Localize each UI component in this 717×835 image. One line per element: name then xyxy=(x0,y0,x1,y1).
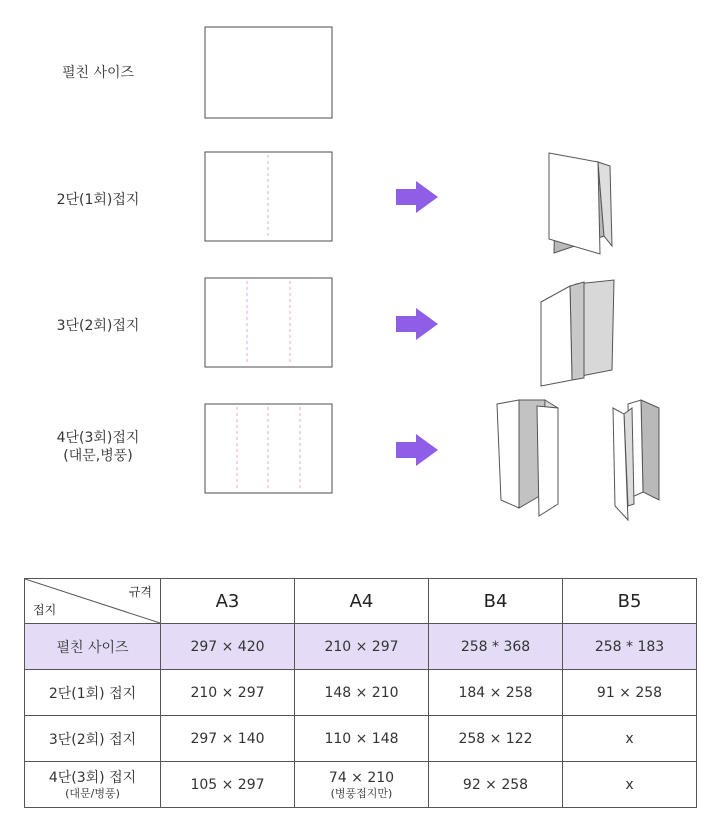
table-cell-sub: (병풍접지만) xyxy=(330,786,393,800)
sheet-3panel xyxy=(205,278,332,367)
folded-accordion-illustration xyxy=(613,400,659,520)
row-label: 3단(2회) 접지 xyxy=(25,716,161,762)
table-cell: 258 × 122 xyxy=(429,716,563,762)
table-row xyxy=(25,762,697,808)
table-cell: 210 × 297 xyxy=(161,670,295,716)
flat-sheet xyxy=(205,27,332,118)
row-label: 2단(1회) 접지 xyxy=(25,670,161,716)
fold-label-4panel: 4단(3회)접지 xyxy=(56,430,140,446)
table-cell xyxy=(295,762,429,808)
table-cell: 110 × 148 xyxy=(295,716,429,762)
arrow-icon xyxy=(396,434,438,466)
table-cell: 91 × 258 xyxy=(563,670,697,716)
table-cell: 92 × 258 xyxy=(429,762,563,808)
fold-label-2panel: 2단(1회)접지 xyxy=(56,192,140,208)
folded-gate-illustration xyxy=(497,400,558,516)
corner-label-fold: 접지 xyxy=(33,603,57,617)
table-cell: x xyxy=(563,716,697,762)
table-row xyxy=(25,670,697,716)
table-cell: 184 × 258 xyxy=(429,670,563,716)
table-cell: 297 × 420 xyxy=(161,624,295,670)
column-header: B4 xyxy=(429,579,563,624)
row-label: 펼친 사이즈 xyxy=(25,624,161,670)
row-label-main: 4단(3회) 접지 xyxy=(48,769,137,786)
arrow-icon xyxy=(396,308,438,340)
folded-3panel-illustration xyxy=(541,280,614,386)
arrow-icon xyxy=(396,181,438,213)
corner-label-spec: 규격 xyxy=(128,585,152,599)
folded-2panel-illustration xyxy=(549,153,612,254)
table-cell-main: 74 × 210 xyxy=(328,769,395,786)
column-header: A3 xyxy=(161,579,295,624)
table-cell: 210 × 297 xyxy=(295,624,429,670)
table-row xyxy=(25,716,697,762)
table-cell: x xyxy=(563,762,697,808)
table-cell: 105 × 297 xyxy=(161,762,295,808)
fold-label-3panel: 3단(2회)접지 xyxy=(56,318,140,334)
column-header: A4 xyxy=(295,579,429,624)
table-cell: 148 × 210 xyxy=(295,670,429,716)
corner-cell xyxy=(25,579,161,624)
table-cell: 258 * 183 xyxy=(563,624,697,670)
fold-label-4panel-sub: (대문,병풍) xyxy=(63,448,133,464)
table-header-row xyxy=(25,579,697,624)
row-label xyxy=(25,762,161,808)
table-row xyxy=(25,624,697,670)
table-cell: 258 * 368 xyxy=(429,624,563,670)
fold-label-flat: 펼친 사이즈 xyxy=(61,65,135,81)
table-cell: 297 × 140 xyxy=(161,716,295,762)
column-header: B5 xyxy=(563,579,697,624)
spec-table xyxy=(24,578,697,808)
row-label-sub: (대문/병풍) xyxy=(65,786,120,800)
